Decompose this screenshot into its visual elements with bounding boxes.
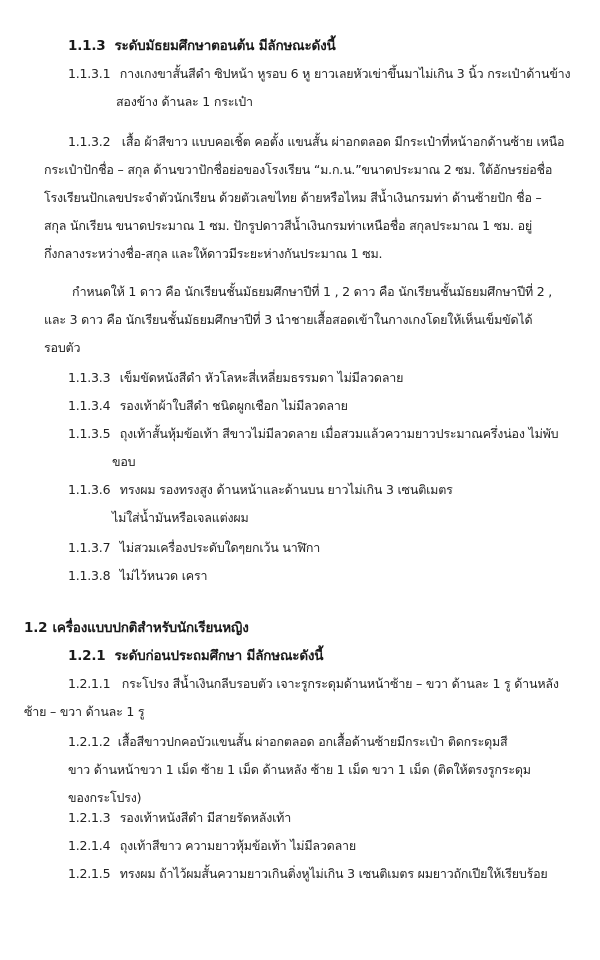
item-number: 1.1.3.3 xyxy=(68,370,111,385)
item-text: ถุงเท้าสีขาว ความยาวหุ้มข้อเท้า ไม่มีลวดลาย xyxy=(119,838,356,853)
paragraph-line: กำหนดให้ 1 ดาว คือ นักเรียนชั้นมัธยมศึกษาปีที่ 1 , 2 ดาว คือ นักเรียนชั้นมัธยมศึกษาปีที่ 2 , xyxy=(72,284,553,299)
section-title: ระดับก่อนประถมศึกษา มีลักษณะดังนี้ xyxy=(114,648,324,664)
item-text: รองเท้าหนังสีดำ มีสายรัดหลังเท้า xyxy=(119,810,292,825)
item-text: ถุงเท้าสั้นหุ้มข้อเท้า สีขาวไม่มีลวดลาย เมื่อสวมแล้วความยาวประมาณครึ่งน่อง ไม่พับ xyxy=(119,426,559,441)
paragraph-line: ขาว ด้านหน้าขวา 1 เม็ด ซ้าย 1 เม็ด ด้านหลัง ซ้าย 1 เม็ด ขวา 1 เม็ด (ติดให้ตรงรูกระดุม xyxy=(68,762,531,777)
section-heading-1-2 xyxy=(24,618,249,638)
paragraph-line: ซ้าย – ขวา ด้านละ 1 รู xyxy=(24,704,145,719)
paragraph-line: และ 3 ดาว คือ นักเรียนชั้นมัธยมศึกษาปีที่ 3 นำชายเสื้อสอดเข้าในกางเกงโดยให้เห็นเข็มขัดได้ xyxy=(44,312,533,327)
item-1-1-3-7 xyxy=(68,538,320,558)
item-number: 1.2.1.4 xyxy=(68,838,111,853)
section-title: ระดับมัธยมศึกษาตอนต้น มีลักษณะดังนี้ xyxy=(114,38,336,54)
paragraph-line: สกุล นักเรียน ขนาดประมาณ 1 ซม. ปักรูปดาวสีน้ำเงินกรมท่าเหนือชื่อ สกุลประมาณ 1 ซม. อยู่ xyxy=(44,218,532,233)
item-text: กางเกงขาสั้นสีดำ ซิปหน้า หูรอบ 6 หู ยาวเลยหัวเข่าขึ้นมาไม่เกิน 3 นิ้ว กระเป๋าด้านข้าง xyxy=(119,66,571,81)
item-number: 1.1.3.8 xyxy=(68,568,111,583)
item-1-1-3-4 xyxy=(68,396,348,416)
item-1-1-3-1 xyxy=(68,64,570,84)
item-number: 1.1.3.7 xyxy=(68,540,111,555)
item-text: เสื้อสีขาวปกคอบัวแขนสั้น ผ่าอกตลอด อกเสื้อด้านซ้ายมีกระเป๋า ติดกระดุมสี xyxy=(117,734,508,749)
paragraph-line: รอบตัว xyxy=(44,340,81,355)
section-number: 1.2.1 xyxy=(68,648,106,664)
paragraph-line: กึ่งกลางระหว่างชื่อ-สกุล และให้ดาวมีระยะห่างกันประมาณ 1 ซม. xyxy=(44,246,383,261)
item-text: เข็มขัดหนังสีดำ หัวโลหะสี่เหลี่ยมธรรมดา ไม่มีลวดลาย xyxy=(119,370,404,385)
item-text: รองเท้าผ้าใบสีดำ ชนิดผูกเชือก ไม่มีลวดลาย xyxy=(119,398,348,413)
item-text: ไม่ไว้หนวด เครา xyxy=(119,568,208,583)
item-1-2-1-5 xyxy=(68,864,548,884)
section-number: 1.1.3 xyxy=(68,38,106,54)
item-1-1-3-8 xyxy=(68,566,207,586)
item-number: 1.1.3.1 xyxy=(68,66,111,81)
item-number: 1.1.3.6 xyxy=(68,482,111,497)
item-1-1-3-5 xyxy=(68,424,558,444)
item-1-2-1-1 xyxy=(68,674,559,694)
item-1-1-3-3 xyxy=(68,368,403,388)
item-number: 1.2.1.1 xyxy=(68,676,111,691)
item-1-2-1-4 xyxy=(68,836,356,856)
paragraph-line: ของกระโปรง) xyxy=(68,790,142,805)
item-1-2-1-2 xyxy=(68,732,507,752)
section-heading-1-2-1 xyxy=(68,646,323,666)
paragraph-line: โรงเรียนปักเลขประจำตัวนักเรียน ด้วยตัวเลขไทย ด้ายหรือไหม สีน้ำเงินกรมท่า ด้านซ้ายปัก ชื่อ – xyxy=(44,190,542,205)
paragraph-line: กระเป๋าปักชื่อ – สกุล ด้านขวาปักชื่อย่อของโรงเรียน “ม.ก.น.”ขนาดประมาณ 2 ซม. ใต้อักษรย่อชื่อ xyxy=(44,162,553,177)
section-heading-1-1-3 xyxy=(68,36,336,56)
item-text: ทรงผม ถ้าไว้ผมสั้นความยาวเกินติ่งหูไม่เกิน 3 เซนติเมตร ผมยาวถักเปียให้เรียบร้อย xyxy=(119,866,548,881)
item-1-1-3-6 xyxy=(68,480,453,500)
item-text: ไม่สวมเครื่องประดับใดๆยกเว้น นาฬิกา xyxy=(119,540,321,555)
item-number: 1.2.1.3 xyxy=(68,810,111,825)
section-number: 1.2 xyxy=(24,620,48,636)
item-number: 1.1.3.5 xyxy=(68,426,111,441)
item-number: 1.2.1.5 xyxy=(68,866,111,881)
item-number: 1.1.3.4 xyxy=(68,398,111,413)
item-1-1-3-1-cont: สองข้าง ด้านละ 1 กระเป๋า xyxy=(116,94,253,109)
item-text: กระโปรง สีน้ำเงินกลีบรอบตัว เจาะรูกระดุมด้านหน้าซ้าย – ขวา ด้านละ 1 รู ด้านหลัง xyxy=(121,676,559,691)
item-1-1-3-5-cont: ขอบ xyxy=(112,454,136,469)
item-number: 1.1.3.2 xyxy=(68,134,111,149)
item-text: เสื้อ ผ้าสีขาว แบบคอเชิ้ต คอตั้ง แขนสั้น ผ่าอกตลอด มีกระเป๋าที่หน้าอกด้านซ้าย เหนือ xyxy=(121,134,565,149)
item-number: 1.2.1.2 xyxy=(68,734,111,749)
item-1-1-3-6-cont: ไม่ใส่น้ำมันหรือเจลแต่งผม xyxy=(112,510,249,525)
item-text: ทรงผม รองทรงสูง ด้านหน้าและด้านบน ยาวไม่เกิน 3 เซนติเมตร xyxy=(119,482,453,497)
item-1-2-1-3 xyxy=(68,808,291,828)
item-1-1-3-2 xyxy=(68,132,564,152)
section-title: เครื่องแบบปกติสำหรับนักเรียนหญิง xyxy=(52,620,249,636)
